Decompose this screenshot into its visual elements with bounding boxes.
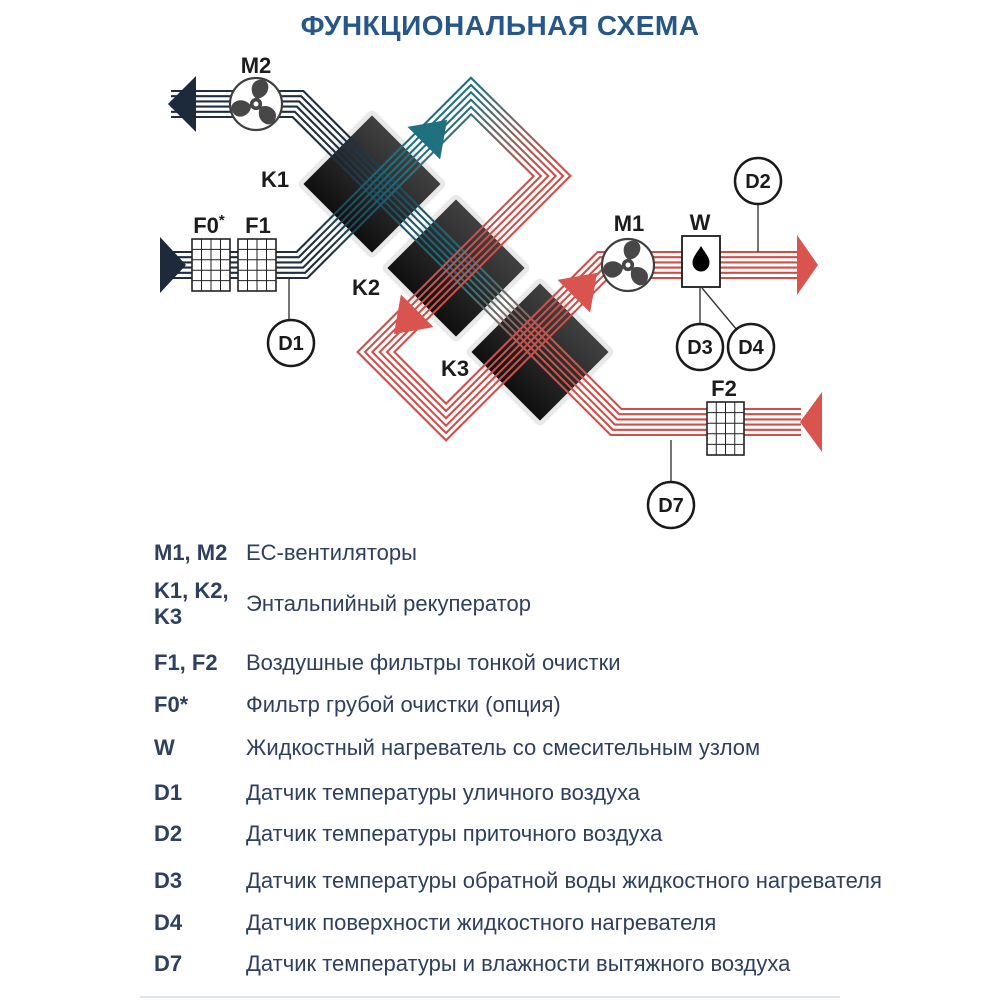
legend-desc: Энтальпийный рекуператор [246,591,531,616]
svg-text:D2: D2 [745,171,771,193]
filter-f2 [707,402,744,455]
legend-desc: Жидкостный нагреватель со смесительным узлом [246,735,761,760]
legend-key: M1, M2 [154,540,228,565]
water-heater-w [682,236,720,287]
sensor-d2 [735,158,781,204]
legend-desc: Датчик поверхности жидкостного нагревателя [246,910,717,935]
filter-f1-label: F1 [245,213,271,238]
legend-row-fine-filters [154,650,620,676]
bottom-divider [140,996,840,998]
legend-key: F0* [154,692,189,717]
legend-row-recuperator [154,578,531,630]
legend-row-d7 [154,951,790,977]
legend-desc: Датчик температуры уличного воздуха [246,780,641,805]
filter-f0 [192,239,230,291]
exchanger-k3-label: K3 [440,356,470,381]
filter-f1 [238,239,276,291]
fan-m1-icon [601,239,654,291]
legend-key: D4 [154,910,183,935]
sensor-d4 [728,324,774,370]
legend-row-d2 [154,821,662,847]
legend-desc: Датчик температуры обратной воды жидкостного нагревателя [246,868,882,893]
legend-key: D7 [154,951,183,976]
sensor-d3 [677,324,723,370]
exhaust-outlet-arrow [168,76,196,132]
legend-key: D3 [154,868,183,893]
sensor-d1 [268,320,314,366]
legend-desc: Воздушные фильтры тонкой очистки [246,650,621,675]
fan-m1-label: M1 [613,211,645,236]
legend-desc: ЕС-вентиляторы [246,540,417,565]
fan-m2-label: M2 [240,53,272,78]
legend-desc: Фильтр грубой очистки (опция) [246,692,561,717]
legend-key: K1, K2, K3 [154,578,229,629]
legend-key: W [154,735,175,760]
fan-m2-icon [229,78,282,130]
water-heater-label: W [689,210,711,235]
exchanger-k2-label: K2 [351,275,381,300]
svg-text:D7: D7 [658,495,684,517]
filter-f2-label: F2 [711,376,737,401]
outdoor-intake-arrow [160,237,186,293]
sensor-d7 [648,482,694,528]
legend-row-d1 [154,780,640,806]
legend-desc: Датчик температуры и влажности вытяжного воздуха [246,951,791,976]
room-exhaust-inlet-arrow [800,392,822,452]
svg-text:D1: D1 [278,333,304,355]
exchanger-k1-label: K1 [260,167,290,192]
legend-key: D2 [154,821,183,846]
svg-text:D3: D3 [687,337,713,359]
supply-outlet-arrow [797,235,818,295]
filter-f0-label: F0* [193,212,225,238]
legend-row-d4 [154,910,716,936]
page-title: ФУНКЦИОНАЛЬНАЯ СХЕМА [300,10,700,41]
legend-desc: Датчик температуры приточного воздуха [246,821,663,846]
legend-row-coarse-filter [154,692,561,718]
legend-key: F1, F2 [154,650,218,675]
svg-text:D4: D4 [738,337,764,359]
legend-row-heater [154,735,760,761]
legend-key: D1 [154,780,183,805]
legend-row-d3 [154,868,882,894]
